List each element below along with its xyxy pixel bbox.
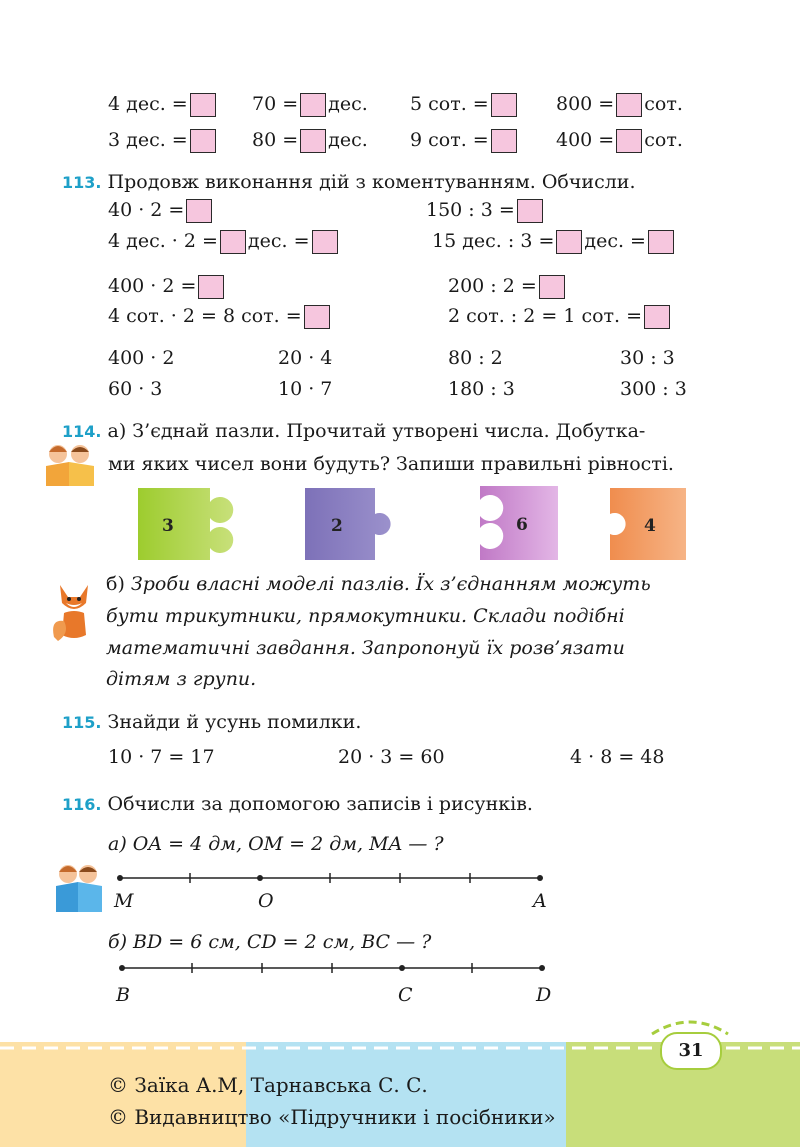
exercise: 180 : 3 (448, 378, 515, 400)
task-number: 116. (62, 795, 102, 814)
expr: 40 · 2 = (108, 199, 185, 221)
expr: 15 дес. : 3 = (432, 230, 555, 252)
t113-line2b (432, 229, 676, 254)
answer-box[interactable] (556, 230, 582, 254)
equation: 20 · 3 = 60 (338, 746, 445, 768)
conversion-row-1-b (252, 92, 368, 117)
answer-box[interactable] (644, 305, 670, 329)
fox-icon (50, 575, 100, 645)
t113-line1a (108, 198, 214, 223)
task-text: а) З’єднай пазли. Прочитай утворені числа. Добутка- (107, 420, 646, 442)
expr: дес. = (584, 230, 646, 252)
unit: дес. (328, 129, 368, 151)
segment-bd (110, 958, 550, 978)
equation: 4 · 8 = 48 (570, 746, 665, 768)
answer-box[interactable] (190, 129, 216, 153)
task-title: Знайди й усунь помилки. (107, 711, 362, 733)
answer-box[interactable] (190, 93, 216, 117)
answer-box[interactable] (304, 305, 330, 329)
t113-line3b (448, 274, 567, 299)
point-label: M (114, 890, 134, 912)
answer-box[interactable] (491, 129, 517, 153)
task-text: Зроби власні моделі пазлів. Їх з’єднанням можуть (130, 573, 651, 595)
exercise: 10 · 7 (278, 378, 333, 400)
kids-reading-icon (52, 862, 106, 914)
exercise: 30 : 3 (620, 347, 675, 369)
expr: 9 сот. = (410, 129, 489, 151)
conversion-row-2 (108, 128, 218, 153)
answer-box[interactable] (198, 275, 224, 299)
exercise: 400 · 2 (108, 347, 175, 369)
exercise: 300 : 3 (620, 378, 687, 400)
point-label: A (533, 890, 547, 912)
expr: 400 = (556, 129, 615, 151)
unit: дес. (328, 93, 368, 115)
puzzle-number: 6 (516, 515, 528, 535)
subtask-label: б) (106, 573, 125, 595)
copyright-authors: © Заїка А.М, Тарнавська С. С. (108, 1073, 428, 1097)
task-116a-text: а) OA = 4 дм, OM = 2 дм, MA — ? (108, 833, 444, 855)
expr: 4 сот. · 2 = 8 сот. = (108, 305, 302, 327)
unit: сот. (644, 129, 683, 151)
expr: 200 : 2 = (448, 275, 537, 297)
puzzle-piece (138, 488, 238, 562)
page-number: 31 (660, 1032, 722, 1070)
t113-line4b (448, 304, 672, 329)
t113-line3a (108, 274, 226, 299)
answer-box[interactable] (312, 230, 338, 254)
task-113-heading (62, 170, 636, 195)
answer-box[interactable] (616, 93, 642, 117)
answer-box[interactable] (539, 275, 565, 299)
task-114b-line2: бути трикутники, прямокутники. Склади подібні (106, 605, 625, 627)
task-116b-text: б) BD = 6 см, CD = 2 см, BC — ? (108, 931, 432, 953)
answer-box[interactable] (186, 199, 212, 223)
expr: 4 дес. · 2 = (108, 230, 218, 252)
conversion-row-1-c (410, 92, 519, 117)
equation: 10 · 7 = 17 (108, 746, 215, 768)
expr: дес. = (247, 230, 310, 252)
task-114b-line3: математичні завдання. Запропонуй їх розв’язати (106, 637, 625, 659)
task-number: 113. (62, 173, 102, 192)
segment-ma (110, 868, 550, 888)
kids-reading-icon (40, 440, 102, 488)
answer-box[interactable] (220, 230, 246, 254)
expr: 80 = (252, 129, 299, 151)
expr: 3 дес. = (108, 129, 188, 151)
puzzle-piece (480, 486, 560, 562)
expr: 5 сот. = (410, 93, 489, 115)
expr: 800 = (556, 93, 615, 115)
answer-box[interactable] (517, 199, 543, 223)
task-number: 114. (62, 422, 102, 441)
expr: 4 дес. = (108, 93, 188, 115)
t113-line1b (426, 198, 545, 223)
expr: 2 сот. : 2 = 1 сот. = (448, 305, 643, 327)
exercise: 20 · 4 (278, 347, 333, 369)
t113-line4a (108, 304, 332, 329)
t113-line2a (108, 229, 340, 254)
task-114-text-line2: ми яких чисел вони будуть? Запиши правильні рівності. (108, 453, 674, 475)
task-114b-line1 (106, 572, 651, 596)
conversion-row-2-c (410, 128, 519, 153)
puzzle-piece (305, 488, 405, 562)
expr: 400 · 2 = (108, 275, 197, 297)
puzzle-number: 4 (644, 516, 656, 536)
point-label: C (398, 984, 413, 1006)
exercise: 60 · 3 (108, 378, 163, 400)
task-114b-line4: дітям з групи. (106, 668, 257, 690)
puzzle-piece (610, 488, 690, 562)
conversion-row-2-d (556, 128, 683, 153)
task-116-heading (62, 792, 533, 817)
point-label: O (258, 890, 274, 912)
answer-box[interactable] (300, 129, 326, 153)
conversion-row-1-d (556, 92, 683, 117)
copyright-publisher: © Видавництво «Підручники і посібники» (108, 1105, 556, 1129)
answer-box[interactable] (300, 93, 326, 117)
task-number: 115. (62, 713, 102, 732)
puzzle-number: 3 (162, 516, 174, 536)
expr: 150 : 3 = (426, 199, 515, 221)
answer-box[interactable] (616, 129, 642, 153)
task-title: Обчисли за допомогою записів і рисунків. (107, 793, 533, 815)
puzzle-number: 2 (331, 516, 343, 536)
point-label: B (116, 984, 130, 1006)
conversion-row-2-b (252, 128, 368, 153)
task-title: Продовж виконання дій з коментуванням. Обчисли. (107, 171, 636, 193)
exercise: 80 : 2 (448, 347, 503, 369)
expr: 70 = (252, 93, 299, 115)
task-114-heading (62, 419, 645, 444)
answer-box[interactable] (491, 93, 517, 117)
task-115-heading (62, 710, 361, 735)
point-label: D (536, 984, 552, 1006)
unit: сот. (644, 93, 683, 115)
answer-box[interactable] (648, 230, 674, 254)
conversion-row-1 (108, 92, 218, 117)
